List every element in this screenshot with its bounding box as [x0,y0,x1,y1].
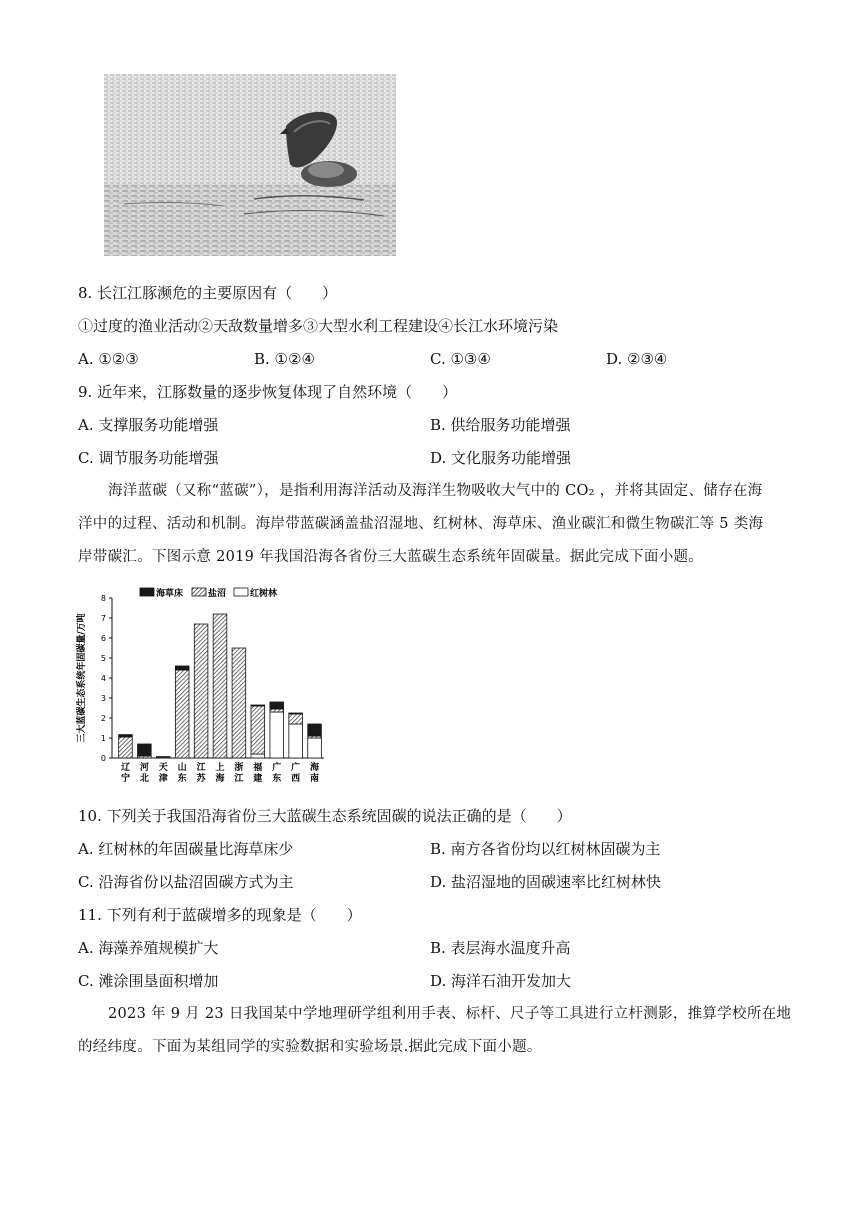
bar-红树林-广东 [270,712,284,758]
q11-stem: 11. 下列有利于蓝碳增多的现象是（ ） [78,906,362,924]
category-label: 辽 [120,763,130,773]
y-tick-label: 7 [100,614,106,623]
y-tick-label: 6 [100,634,106,643]
category-label: 海 [215,774,225,782]
category-label: 南 [310,774,320,782]
category-label: 广 [291,763,301,773]
q10-option-a[interactable]: A. 红树林的年固碳量比海草床少 [78,840,294,858]
bar-红树林-福建 [251,754,265,758]
q11-option-b[interactable]: B. 表层海水温度升高 [430,939,571,957]
passage1-line1: 海洋蓝碳（又称“蓝碳”），是指利用海洋活动及海洋生物吸收大气中的 CO₂ ，并将其固定、储存在海 [108,483,763,499]
porpoise-photo [104,74,396,256]
category-label: 建 [253,774,263,782]
category-label: 河 [139,763,149,773]
bar-盐沼-广西 [289,714,303,724]
category-label: 津 [158,774,168,782]
bar-盐沼-浙江 [232,648,246,758]
bar-海草床-河北 [138,744,152,756]
y-tick-label: 8 [100,594,106,603]
category-label: 江 [196,763,206,773]
bar-海草床-天津 [156,757,170,758]
blue-carbon-chart [72,582,332,782]
category-label: 福 [253,763,263,773]
category-label: 山 [177,763,187,773]
category-label: 浙 [234,763,244,773]
category-label: 东 [272,774,282,782]
bar-海草床-海南 [308,724,322,736]
passage2-line1: 2023 年 9 月 23 日我国某中学地理研学组利用手表、标杆、尺子等工具进行立杆测影，推算学校所在地 [108,1006,792,1022]
category-label: 宁 [120,774,130,782]
category-label: 苏 [196,774,206,782]
category-label: 江 [234,774,244,782]
bar-盐沼-广东 [270,709,284,712]
legend-swatch [140,588,154,596]
q8-option-b[interactable]: B. ①②④ [254,350,315,368]
y-tick-label: 1 [100,734,106,743]
q8-option-c[interactable]: C. ①③④ [430,350,491,368]
bar-红树林-广西 [289,724,303,758]
q11-option-d[interactable]: D. 海洋石油开发加大 [430,972,572,990]
category-label: 东 [177,774,187,782]
legend-label: 海草床 [156,589,184,599]
q9-option-c[interactable]: C. 调节服务功能增强 [78,449,219,467]
y-tick-label: 0 [100,754,106,763]
q8-option-d[interactable]: D. ②③④ [606,350,668,368]
category-label: 广 [272,763,282,773]
y-axis-label: 三大蓝碳生态系统年固碳量/万吨 [77,613,87,743]
y-tick-label: 5 [100,654,106,663]
q11-option-c[interactable]: C. 滩涂围垦面积增加 [78,972,219,990]
bar-海草床-广东 [270,702,284,709]
passage1-line2: 洋中的过程、活动和机制。海岸带蓝碳涵盖盐沼湿地、红树林、海草床、渔业碳汇和微生物碳汇等 5 类海 [78,516,764,532]
legend-swatch [234,588,248,596]
q8-stem: 8. 长江江豚濒危的主要原因有（ ） [78,284,338,302]
bar-红树林-海南 [308,738,322,758]
q9-stem: 9. 近年来，江豚数量的逐步恢复体现了自然环境（ ） [78,383,458,401]
q8-choices-line: ①过度的渔业活动②天敌数量增多③大型水利工程建设④长江水环境污染 [78,317,559,335]
bar-盐沼-山东 [175,670,189,758]
bar-盐沼-上海 [213,614,227,758]
category-label: 北 [139,774,149,782]
bar-盐沼-福建 [251,706,265,754]
q9-option-b[interactable]: B. 供给服务功能增强 [430,416,571,434]
category-label: 西 [291,774,301,782]
q9-option-d[interactable]: D. 文化服务功能增强 [430,449,572,467]
y-tick-label: 4 [100,674,106,683]
q11-option-a[interactable]: A. 海藻养殖规模扩大 [78,939,219,957]
bar-海草床-广西 [289,713,303,714]
y-tick-label: 3 [100,694,106,703]
legend-swatch [192,588,206,596]
q10-stem: 10. 下列关于我国沿海省份三大蓝碳生态系统固碳的说法正确的是（ ） [78,807,572,825]
bar-海草床-福建 [251,705,265,706]
bar-海草床-辽宁 [119,735,133,737]
q9-option-a[interactable]: A. 支撑服务功能增强 [78,416,219,434]
bar-盐沼-江苏 [194,624,208,758]
passage1-line3: 岸带碳汇。下图示意 2019 年我国沿海各省份三大蓝碳生态系统年固碳量。据此完成下面小题。 [78,549,704,565]
legend-label: 盐沼 [208,589,227,599]
category-label: 天 [158,763,168,773]
category-label: 海 [310,763,320,773]
q10-option-d[interactable]: D. 盐沼湿地的固碳速率比红树林快 [430,873,662,891]
category-label: 上 [215,763,225,773]
bar-盐沼-辽宁 [119,737,133,758]
q10-option-c[interactable]: C. 沿海省份以盐沼固碳方式为主 [78,873,294,891]
q10-option-b[interactable]: B. 南方各省份均以红树林固碳为主 [430,840,661,858]
y-tick-label: 2 [100,714,106,723]
passage2-line2: 的经纬度。下面为某组同学的实验数据和实验场景.据此完成下面小题。 [78,1039,542,1055]
legend-label: 红树林 [250,589,278,599]
bar-海草床-山东 [175,666,189,670]
q8-option-a[interactable]: A. ①②③ [78,350,139,368]
